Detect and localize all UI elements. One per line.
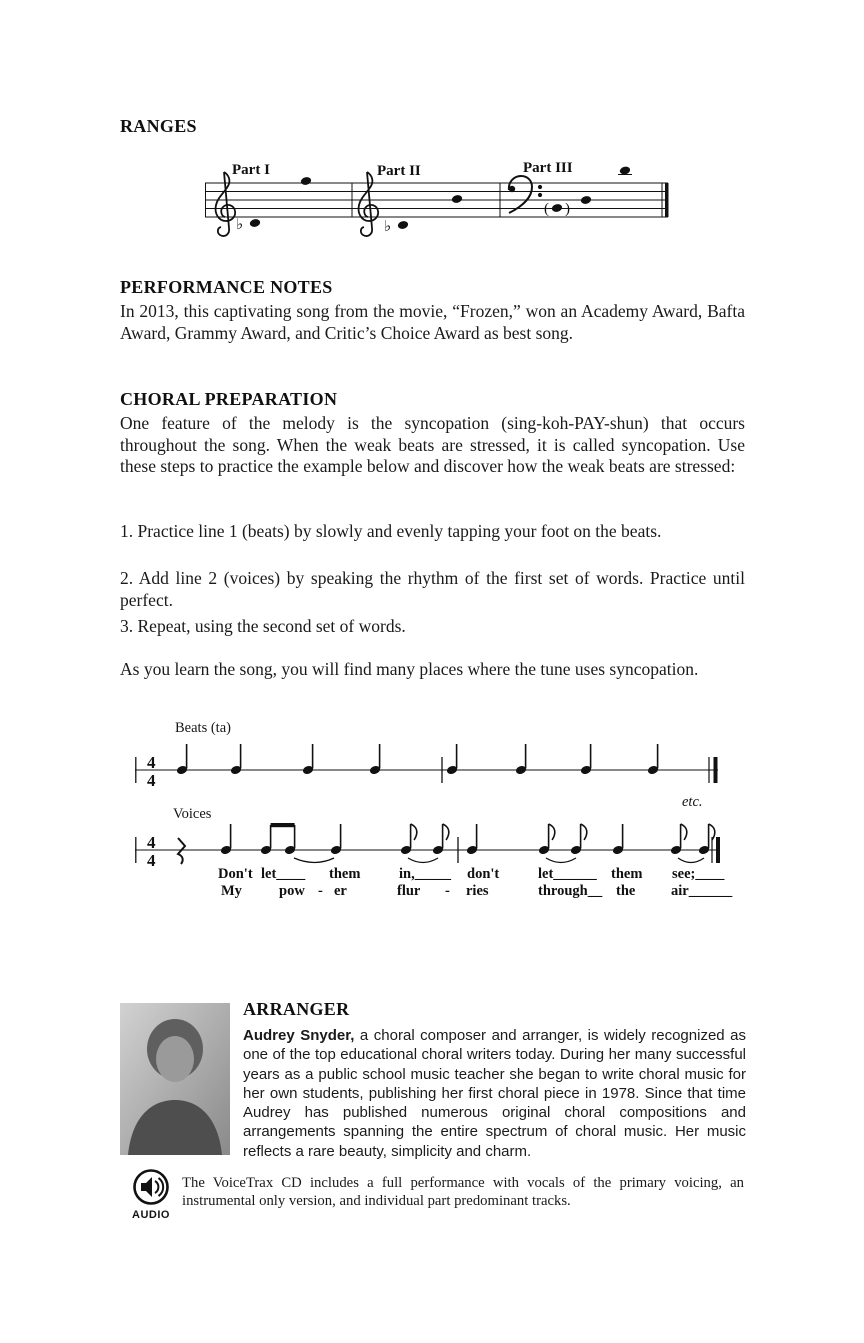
ranges-staff: [120, 158, 745, 253]
lyric-word: flur: [397, 883, 421, 899]
quarter-note: [515, 744, 527, 775]
treble-clef-icon: [216, 172, 236, 236]
quarter-note: [302, 744, 314, 775]
performance-notes-heading: PERFORMANCE NOTES: [120, 277, 333, 297]
arranger-portrait-silhouette: [120, 1003, 230, 1155]
quarter-note: [176, 744, 188, 775]
lyric-word: My: [221, 883, 242, 899]
lyric-word: Don't: [218, 866, 253, 882]
lyric-word: air______: [671, 883, 733, 899]
quarter-note: [580, 744, 592, 775]
part-3-label: Part III: [523, 160, 573, 176]
ranges-heading: RANGES: [120, 116, 197, 136]
practice-step-2: 2. Add line 2 (voices) by speaking the rhythm of the first set of words. Practice until perfect.: [120, 568, 745, 610]
arranger-heading: ARRANGER: [243, 999, 350, 1019]
choral-preparation-heading: CHORAL PREPARATION: [120, 389, 338, 409]
etc-label: etc.: [682, 794, 703, 810]
practice-step-3: 3. Repeat, using the second set of words.: [120, 616, 406, 636]
range-note-high-part1: [300, 176, 312, 186]
time-signature-top: 4: [147, 753, 156, 772]
lyric-word: let______: [538, 866, 597, 882]
beats-rhythm-staff: [120, 740, 745, 795]
quarter-note: [647, 744, 659, 775]
arranger-name: Audrey Snyder,: [243, 1027, 355, 1044]
range-note-low-part1: [249, 218, 261, 228]
quarter-note: [446, 744, 458, 775]
final-barline-thick: [716, 837, 720, 863]
audio-icon: [131, 1167, 171, 1207]
paren-close: ): [565, 201, 570, 217]
voices-rhythm-staff: [120, 812, 745, 874]
final-barline-thick: [714, 757, 718, 783]
lyric-word: ries: [466, 883, 489, 899]
flat-sign: ♭: [384, 217, 392, 235]
lyric-word: in,_____: [399, 866, 451, 882]
lyric-word: them: [329, 866, 361, 882]
range-note-low-part3: [580, 195, 592, 205]
performance-notes-text: In 2013, this captivating song from the movie, “Frozen,” won an Academy Award, Bafta Award, Grammy Award, and Critic’s Choice Award as best song.: [120, 301, 745, 343]
lyric-word: don't: [467, 866, 500, 882]
range-note-high-part2: [451, 194, 463, 204]
beats-label: Beats (ta): [175, 720, 231, 736]
arranger-photo: [120, 1003, 230, 1155]
choral-outro-text: As you learn the song, you will find many places where the tune uses syncopation.: [120, 659, 699, 679]
quarter-note: [230, 744, 242, 775]
lyrics-block: [120, 866, 745, 906]
quarter-note: [369, 744, 381, 775]
range-note-optional-part3: [551, 203, 563, 213]
quarter-note: [612, 824, 624, 855]
audio-label: AUDIO: [132, 1209, 170, 1221]
part-1-label: Part I: [232, 162, 270, 178]
quarter-note: [330, 824, 342, 855]
lyric-word: the: [616, 883, 636, 899]
time-signature-top: 4: [147, 833, 156, 852]
quarter-note: [466, 824, 478, 855]
lyric-word: pow: [279, 883, 305, 899]
tie: [408, 858, 438, 863]
practice-step-1: 1. Practice line 1 (beats) by slowly and evenly tapping your foot on the beats.: [120, 521, 662, 541]
lyric-word: er: [334, 883, 347, 899]
voices-label: Voices: [173, 806, 212, 822]
time-signature-bottom: 4: [147, 851, 156, 870]
lyric-word: them: [611, 866, 643, 882]
lyric-word: through__: [538, 883, 603, 899]
quarter-note: [220, 824, 232, 855]
time-signature-bottom: 4: [147, 771, 156, 790]
audio-description: The VoiceTrax CD includes a full performance with vocals of the primary voicing, an instrumental only version, and individual part predominant tracks.: [182, 1175, 744, 1209]
tie: [294, 858, 334, 863]
lyric-hyphen: -: [318, 883, 323, 899]
treble-clef-icon: [359, 172, 379, 236]
arranger-bio-text: a choral composer and arranger, is widely recognized as one of the top educational choral writers today. During her many successful years as a public school music teacher she began to write choral music for her own students, publishing her first choral piece in 1978. Since that time Audrey has published numerous original choral compositions and arrangements spanning the entire spectrum of choral music. Her music reflects a rare beauty, simplicity and charm.: [243, 1027, 746, 1160]
range-note-low-part2: [397, 220, 409, 230]
final-barline: [665, 183, 669, 217]
lyric-word: see;____: [672, 866, 725, 882]
tie: [678, 858, 704, 863]
paren-open: (: [544, 201, 549, 217]
choral-intro-text: One feature of the melody is the syncopation (sing-koh-PAY-shun) that occurs throughout the song. When the weak beats are stressed, it is called syncopation. Use these steps to practice the example below and discover how the weak beats are stressed:: [120, 413, 745, 477]
tie: [546, 858, 576, 863]
part-2-label: Part II: [377, 163, 421, 179]
flat-sign: ♭: [236, 215, 244, 233]
lyric-word: let____: [261, 866, 306, 882]
bass-clef-icon: [509, 176, 542, 213]
lyric-hyphen: -: [445, 883, 450, 899]
quarter-rest: [178, 838, 185, 864]
arranger-bio: [243, 1026, 746, 1161]
